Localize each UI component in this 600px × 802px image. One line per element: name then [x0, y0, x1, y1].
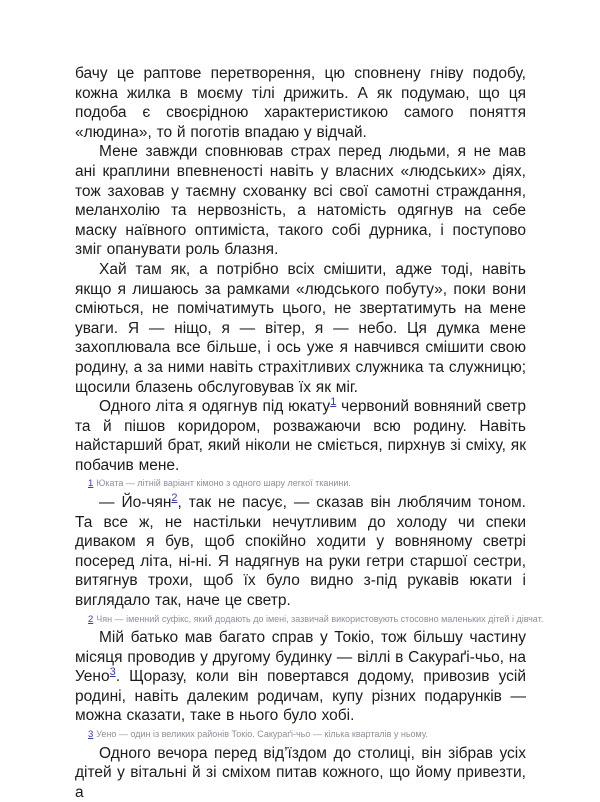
footnote	[88, 729, 526, 741]
footnote-link[interactable]: 3	[110, 666, 116, 678]
footnote-text: Уено — один із великих районів Токіо. Сакураґі-чьо — кілька кварталів у ньому.	[96, 729, 428, 739]
paragraph-text: Одного вечора перед від’їздом до столиці, він зібрав усіх дітей у вітальні й зі сміхом питав кожного, що йому привезти, а	[75, 745, 526, 801]
footnote	[88, 614, 526, 626]
paragraph	[75, 493, 526, 611]
paragraph-text: , так не пасує, — сказав він люблячим тоном. Та все ж, не настільки нечутливим до холоду чи спеки диваком я був, щоб спокійно ходити у вовняному светрі посеред літа, ні-ні. Я надягнув на руки гетри старшої сестри, витягнув трохи, щоб їх було видно з-під рукавів юкати і виглядало так, наче це светр.	[75, 494, 526, 609]
footnote-link[interactable]: 2	[171, 492, 177, 504]
footnote-number-link[interactable]: 1	[88, 478, 93, 489]
paragraph	[75, 142, 526, 260]
paragraph-text: Мій батько мав багато справ у Токіо, тож більшу частину місяця проводив у другому будинку — віллі в Сакураґі-чьо, на Уено	[75, 629, 526, 685]
paragraph-text: Хай там як, а потрібно всіх смішити, адже тоді, навіть якщо я лишаюсь за рамками «людського побуту», поки вони сміються, не помічатимуть цього, не звертатимуть на мене уваги. Я — ніщо, я — вітер, я — небо. Ця думка мене захоплювала все більше, і ось уже я навчився смішити свою родину, а за ними навіть страхітливих служника та служницю; щосили блазень обслуговував їх як міг.	[75, 261, 526, 396]
paragraph	[75, 628, 526, 726]
paragraph	[75, 260, 526, 397]
footnote-number-link[interactable]: 2	[88, 614, 93, 625]
footnote-link[interactable]: 1	[330, 396, 336, 408]
paragraph-text: . Щоразу, коли він повертався додому, привозив усій родині, навіть далеким родичам, купу різних подарунків — можна сказати, таке в нього було хобі.	[75, 668, 526, 724]
paragraph-text: Мене завжди сповнював страх перед людьми, я не мав ані краплини впевненості навіть у власних «людських» діях, тож заховав у таємну схованку всі свої самотні страждання, меланхолію та нервозність, а натомість одягнув на себе маску наївного оптиміста, такого собі дурника, і поступово зміг опанувати роль блазня.	[75, 143, 526, 258]
paragraph-text: червоний вовняний светр та й пішов коридором, розважаючи всю родину. Навіть найстарший брат, який ніколи не сміється, пирхнув зі сміху, як побачив мене.	[75, 398, 526, 474]
paragraph	[75, 744, 526, 802]
paragraph-text: Одного літа я одягнув під юкату	[99, 398, 330, 415]
footnote	[88, 478, 526, 490]
footnote-text: Юката — літній варіант кімоно з одного шару легкої тканини.	[96, 478, 351, 488]
footnote-number-link[interactable]: 3	[88, 729, 93, 740]
paragraph-text: бачу це раптове перетворення, цю сповнену гніву подобу, кожна жилка в моєму тілі дрижить. А як подумаю, що ця подоба є своєрідною характеристикою самого поняття «людина», то й поготів впадаю у відчай.	[75, 65, 526, 141]
paragraph	[75, 64, 526, 142]
paragraph-text: — Йо-чян	[99, 494, 171, 511]
paragraph	[75, 397, 526, 475]
footnote-text: Чян — іменний суфікс, який додають до імені, зазвичай використовують стосовно маленьких дітей і дівчат.	[96, 614, 543, 624]
